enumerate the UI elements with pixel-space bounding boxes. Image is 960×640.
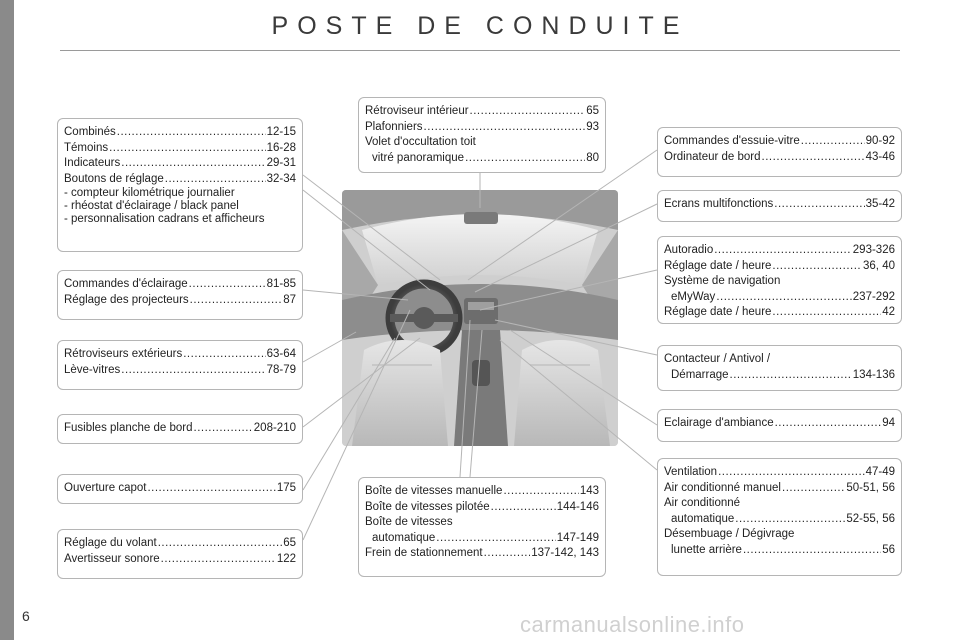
dashboard-illustration (342, 190, 618, 446)
box-autoradio (657, 236, 902, 324)
index-row[interactable]: Boîte de vitesses manuelle ..... 143 (365, 484, 599, 500)
index-row[interactable]: Autoradio ..... 293-326 (664, 243, 895, 259)
box-eclairage (57, 270, 303, 320)
index-row[interactable]: automatique ..... 147-149 (365, 531, 599, 547)
box-interieur (358, 97, 606, 173)
index-row[interactable]: lunette arrière ..... 56 (664, 543, 895, 559)
entry-line: Système de navigation (664, 275, 781, 287)
box-ventilation (657, 458, 902, 576)
index-row[interactable]: Boîte de vitesses pilotée ..... 144-146 (365, 500, 599, 516)
index-row[interactable]: Eclairage d'ambiance ..... 94 (664, 416, 895, 432)
index-row[interactable]: Combinés ..... 12-15 (64, 125, 296, 141)
entry-line: Désembuage / Dégivrage (664, 528, 795, 540)
index-row[interactable]: vitré panoramique ..... 80 (365, 151, 599, 167)
index-row[interactable]: Plafonniers ..... 93 (365, 120, 599, 136)
page-edge-tab (0, 0, 14, 640)
page-title: POSTE DE CONDUITE (271, 12, 689, 40)
index-row[interactable]: Ouverture capot ..... 175 (64, 481, 296, 497)
index-row[interactable]: Témoins ..... 16-28 (64, 141, 296, 157)
box-ambiance (657, 409, 902, 442)
index-row[interactable]: Commandes d'essuie-vitre ..... 90-92 (664, 134, 895, 150)
box-retroviseurs (57, 340, 303, 390)
index-row[interactable]: Ecrans multifonctions ..... 35-42 (664, 197, 895, 213)
entry-line: Boîte de vitesses (365, 516, 453, 528)
index-row[interactable]: Air conditionné manuel ..... 50-51, 56 (664, 481, 895, 497)
page-number: 6 (22, 608, 30, 624)
dashboard-photo (342, 190, 618, 446)
index-row[interactable]: Ventilation ..... 47-49 (664, 465, 895, 481)
index-row[interactable]: Réglage date / heure ..... 42 (664, 305, 895, 321)
index-row[interactable]: Réglage date / heure ..... 36, 40 (664, 259, 895, 275)
index-row[interactable]: Réglage du volant ..... 65 (64, 536, 296, 552)
entry-line: Air conditionné (664, 497, 741, 509)
index-row[interactable]: Rétroviseurs extérieurs ..... 63-64 (64, 347, 296, 363)
index-row[interactable]: Commandes d'éclairage ..... 81-85 (64, 277, 296, 293)
box-contacteur (657, 345, 902, 391)
box-volant (57, 529, 303, 579)
index-row[interactable]: Réglage des projecteurs ..... 87 (64, 293, 296, 309)
title-rule (60, 50, 900, 51)
index-row[interactable]: Fusibles planche de bord ..... 208-210 (64, 421, 296, 437)
index-row[interactable]: Boutons de réglage ..... 32-34 (64, 172, 296, 188)
bullet-item: - compteur kilométrique journalier (64, 187, 235, 199)
index-row[interactable]: Démarrage ..... 134-136 (664, 368, 895, 384)
box-fusibles (57, 414, 303, 444)
index-row[interactable]: Lève-vitres ..... 78-79 (64, 363, 296, 379)
entry-line: Volet d'occultation toit (365, 136, 476, 148)
footer-watermark: carmanualsonline.info (520, 612, 745, 637)
entry-line: Contacteur / Antivol / (664, 353, 771, 365)
index-row[interactable]: Rétroviseur intérieur ..... 65 (365, 104, 599, 120)
box-boite (358, 477, 606, 577)
index-row[interactable]: Ordinateur de bord ..... 43-46 (664, 150, 895, 166)
box-essuie (657, 127, 902, 177)
box-capot (57, 474, 303, 504)
bullet-item: - personnalisation cadrans et afficheurs (64, 213, 265, 225)
index-row[interactable]: Indicateurs ..... 29-31 (64, 156, 296, 172)
index-row[interactable]: automatique ..... 52-55, 56 (664, 512, 895, 528)
index-row[interactable]: Avertisseur sonore ..... 122 (64, 552, 296, 568)
index-row[interactable]: Frein de stationnement ..... 137-142, 143 (365, 546, 599, 562)
box-ecrans (657, 190, 902, 222)
box-combines (57, 118, 303, 252)
index-row[interactable]: eMyWay ..... 237-292 (664, 290, 895, 306)
bullet-item: - rhéostat d'éclairage / black panel (64, 200, 239, 212)
